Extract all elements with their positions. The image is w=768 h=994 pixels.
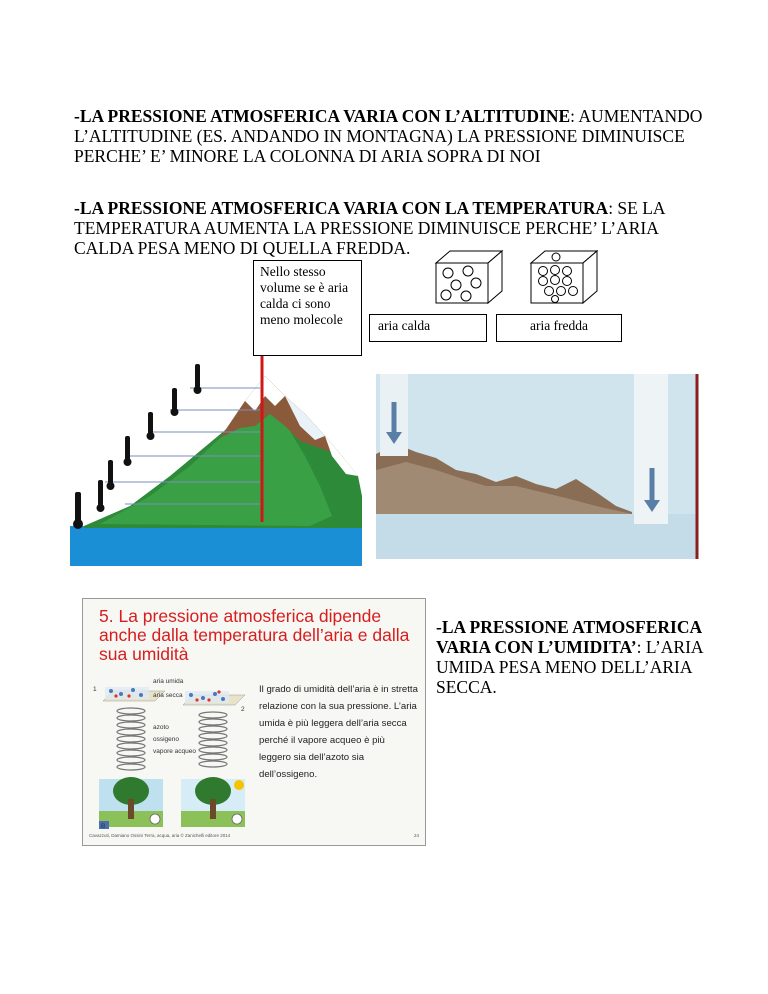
slide-label-vapore: vapore acqueo — [153, 748, 197, 755]
label-aria-fredda: aria fredda — [496, 314, 622, 342]
humidity-slide — [82, 598, 426, 846]
text-altitude: : AUMENTANDO L’ALTITUDINE (ES. ANDANDO IN MONTAGNA) LA PRESSIONE DIMINUISCE PERCHE’ E’ MINORE LA COLONNA DI ARIA SOPRA DI NOI — [74, 106, 703, 166]
paragraph-temperature — [74, 198, 704, 258]
slide-page-number: 24 — [413, 833, 419, 838]
slide-springs-illustration — [89, 671, 257, 829]
heading-altitude: -LA PRESSIONE ATMOSFERICA VARIA CON L’ALTITUDINE — [74, 106, 571, 126]
slide-label-aria-secca: aria secca — [153, 692, 183, 699]
slide-title: 5. La pressione atmosferica dipende anche dalla temperatura dell’aria e dalla sua umidità — [99, 606, 410, 664]
cube-cold-air-illustration — [529, 249, 599, 305]
slide-body-text: Il grado di umidità dell’aria è in stretta relazione con la sua pressione. L’aria umida è più leggera dell’aria secca perché il vapore acqueo è più leggero sia dell’azoto sia dell’ossigeno. — [259, 684, 418, 780]
label-molecules-note: Nello stesso volume se è aria calda ci sono meno molecole — [253, 260, 362, 356]
heading-humidity: -LA PRESSIONE ATMOSFERICA VARIA CON L’UMIDITA’ — [436, 617, 702, 657]
mountain-thermometers-illustration — [70, 356, 362, 566]
slide-label-ossigeno: ossigeno — [153, 736, 180, 743]
air-column-illustration — [376, 374, 699, 559]
heading-temperature: -LA PRESSIONE ATMOSFERICA VARIA CON LA TEMPERATURA — [74, 198, 609, 218]
slide-label-two: 2 — [241, 706, 245, 713]
slide-label-aria-umida: aria umida — [153, 678, 184, 685]
label-aria-calda: aria calda — [369, 314, 487, 342]
slide-label-azoto: azoto — [153, 724, 169, 731]
slide-footer: Cavazzuti, Damiano Ossini Terra, acqua, aria © Zanichelli editore 2014 — [89, 833, 231, 838]
slide-label-b: B — [101, 823, 106, 829]
paragraph-humidity — [436, 617, 726, 697]
cube-warm-air-illustration — [434, 249, 504, 305]
slide-label-one: 1 — [93, 686, 97, 693]
text-temperature: : SE LA TEMPERATURA AUMENTA LA PRESSIONE DIMINUISCE PERCHE’ L’ARIA CALDA PESA MENO DI QUELLA FREDDA. — [74, 198, 665, 258]
paragraph-altitude — [74, 106, 704, 166]
text-humidity: : L’ARIA UMIDA PESA MENO DELL’ARIA SECCA. — [436, 637, 703, 697]
